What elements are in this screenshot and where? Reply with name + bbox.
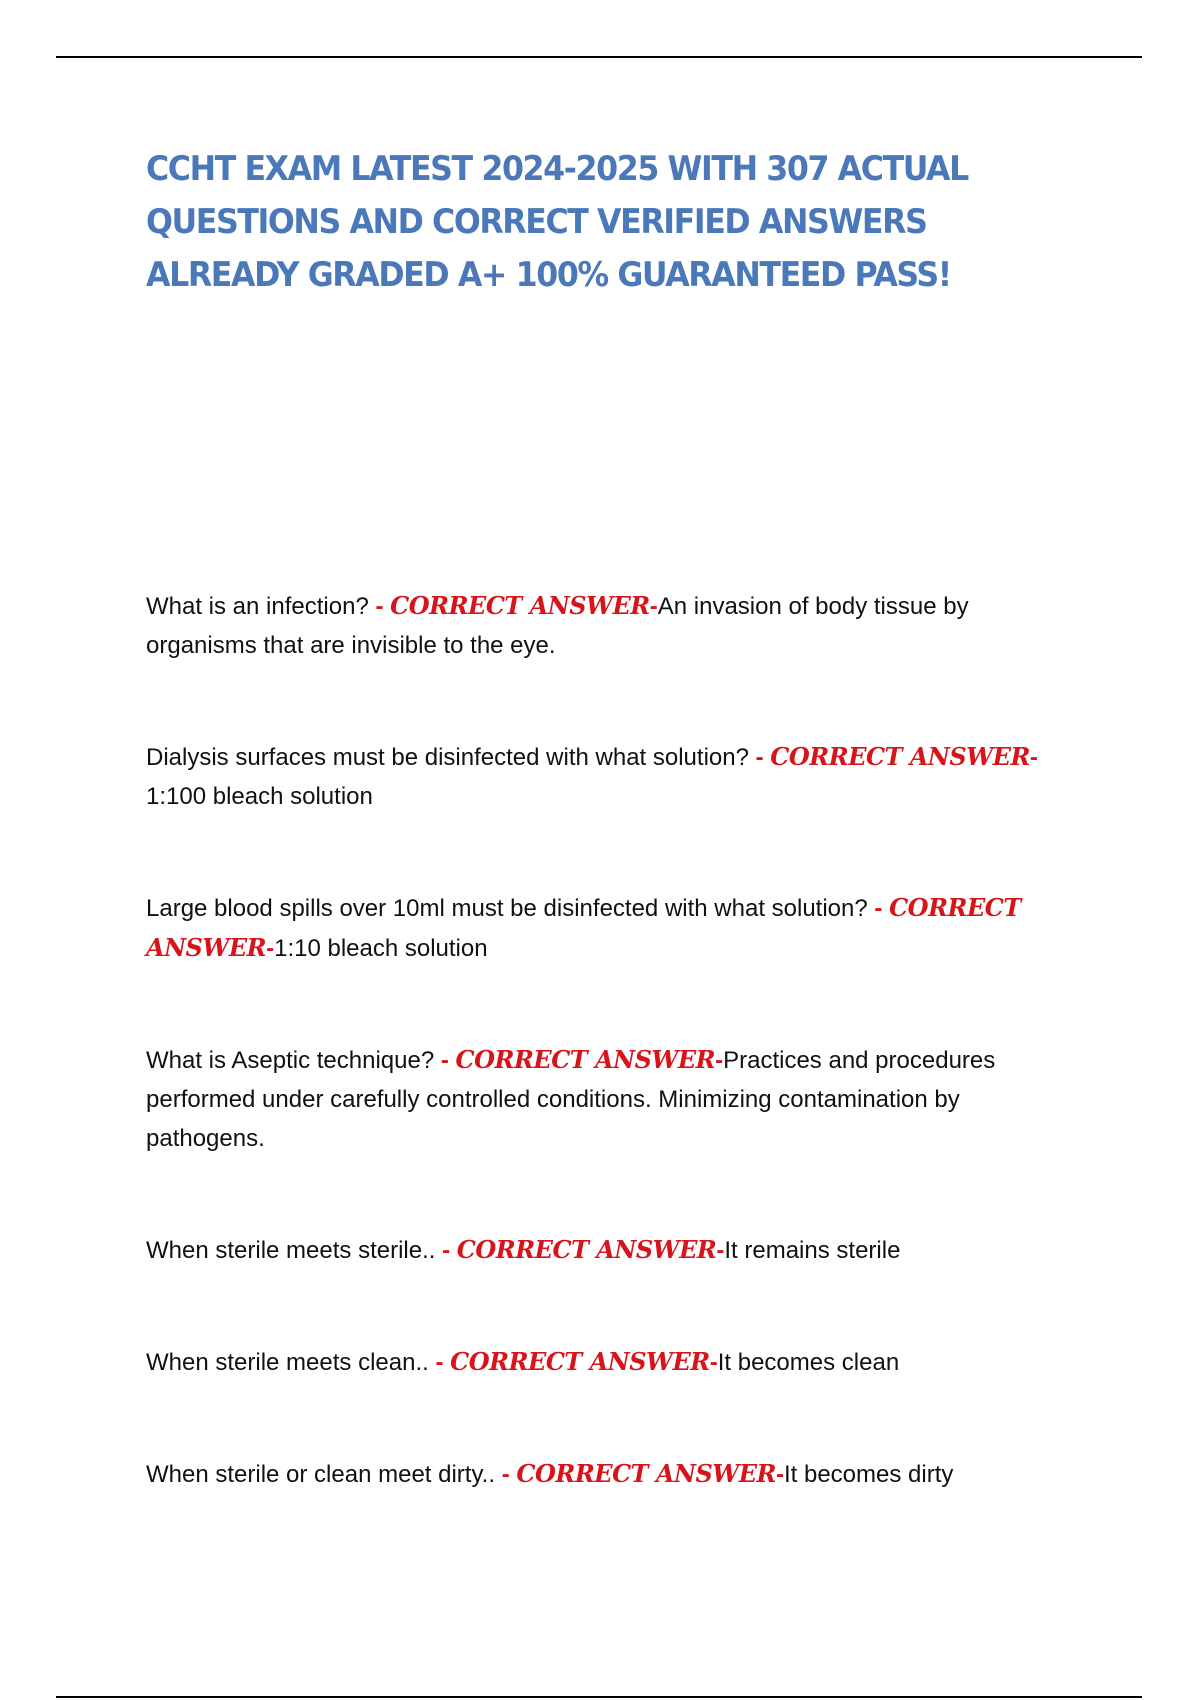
question-text: When sterile meets clean.. bbox=[146, 1349, 429, 1376]
qa-item bbox=[146, 1454, 1076, 1494]
marker-dash: - bbox=[775, 1461, 784, 1488]
qa-item bbox=[146, 1230, 1076, 1270]
marker-dash: - bbox=[442, 1237, 457, 1264]
correct-answer-marker: CORRECT ANSWER bbox=[456, 1235, 717, 1264]
question-text: When sterile meets sterile.. bbox=[146, 1237, 436, 1264]
qa-item bbox=[146, 586, 1076, 665]
answer-text: It becomes clean bbox=[717, 1349, 900, 1376]
marker-dash: - bbox=[1029, 744, 1038, 771]
question-text: What is an infection? bbox=[146, 593, 369, 620]
marker-dash: - bbox=[649, 593, 658, 620]
marker-dash: - bbox=[375, 593, 391, 620]
question-text: What is Aseptic technique? bbox=[146, 1047, 435, 1074]
qa-item bbox=[146, 737, 1076, 816]
document-title: CCHT EXAM LATEST 2024-2025 WITH 307 ACTUAL QUESTIONS AND CORRECT VERIFIED ANSWERS ALREADY GRADED A+ 100% GUARANTEED PASS! bbox=[146, 149, 968, 295]
marker-dash: - bbox=[755, 744, 771, 771]
marker-dash: - bbox=[435, 1349, 451, 1376]
marker-dash: - bbox=[874, 895, 890, 922]
marker-dash: - bbox=[501, 1461, 517, 1488]
question-text: Large blood spills over 10ml must be disinfected with what solution? bbox=[146, 895, 868, 922]
correct-answer-marker: CORRECT ANSWER bbox=[455, 1045, 716, 1074]
qa-item bbox=[146, 1342, 1076, 1382]
correct-answer-marker: CORRECT ANSWER bbox=[770, 742, 1030, 771]
answer-text: 1:10 bleach solution bbox=[274, 935, 488, 962]
answer-text: An invasion of body tissue by organisms that are invisible to the eye. bbox=[146, 593, 969, 659]
marker-dash: - bbox=[266, 935, 275, 962]
bottom-rule bbox=[56, 1696, 1142, 1698]
answer-text: 1:100 bleach solution bbox=[146, 783, 373, 810]
question-text: When sterile or clean meet dirty.. bbox=[146, 1461, 496, 1488]
answer-text: Practices and procedures performed under carefully controlled conditions. Minimizing contamination by pathogens. bbox=[146, 1047, 996, 1152]
marker-dash: - bbox=[440, 1047, 456, 1074]
qa-item bbox=[146, 888, 1076, 968]
answer-text: It remains sterile bbox=[724, 1237, 901, 1264]
question-text: Dialysis surfaces must be disinfected with what solution? bbox=[146, 744, 749, 771]
answer-text: It becomes dirty bbox=[783, 1461, 954, 1488]
marker-dash: - bbox=[709, 1349, 718, 1376]
marker-dash: - bbox=[715, 1047, 724, 1074]
marker-dash: - bbox=[716, 1237, 725, 1264]
correct-answer-marker: CORRECT ANSWER bbox=[390, 591, 650, 620]
correct-answer-marker: CORRECT ANSWER bbox=[146, 893, 1021, 962]
qa-list bbox=[146, 586, 1076, 1566]
correct-answer-marker: CORRECT ANSWER bbox=[516, 1459, 776, 1488]
qa-item bbox=[146, 1040, 1076, 1158]
correct-answer-marker: CORRECT ANSWER bbox=[450, 1347, 710, 1376]
top-rule bbox=[56, 56, 1142, 58]
